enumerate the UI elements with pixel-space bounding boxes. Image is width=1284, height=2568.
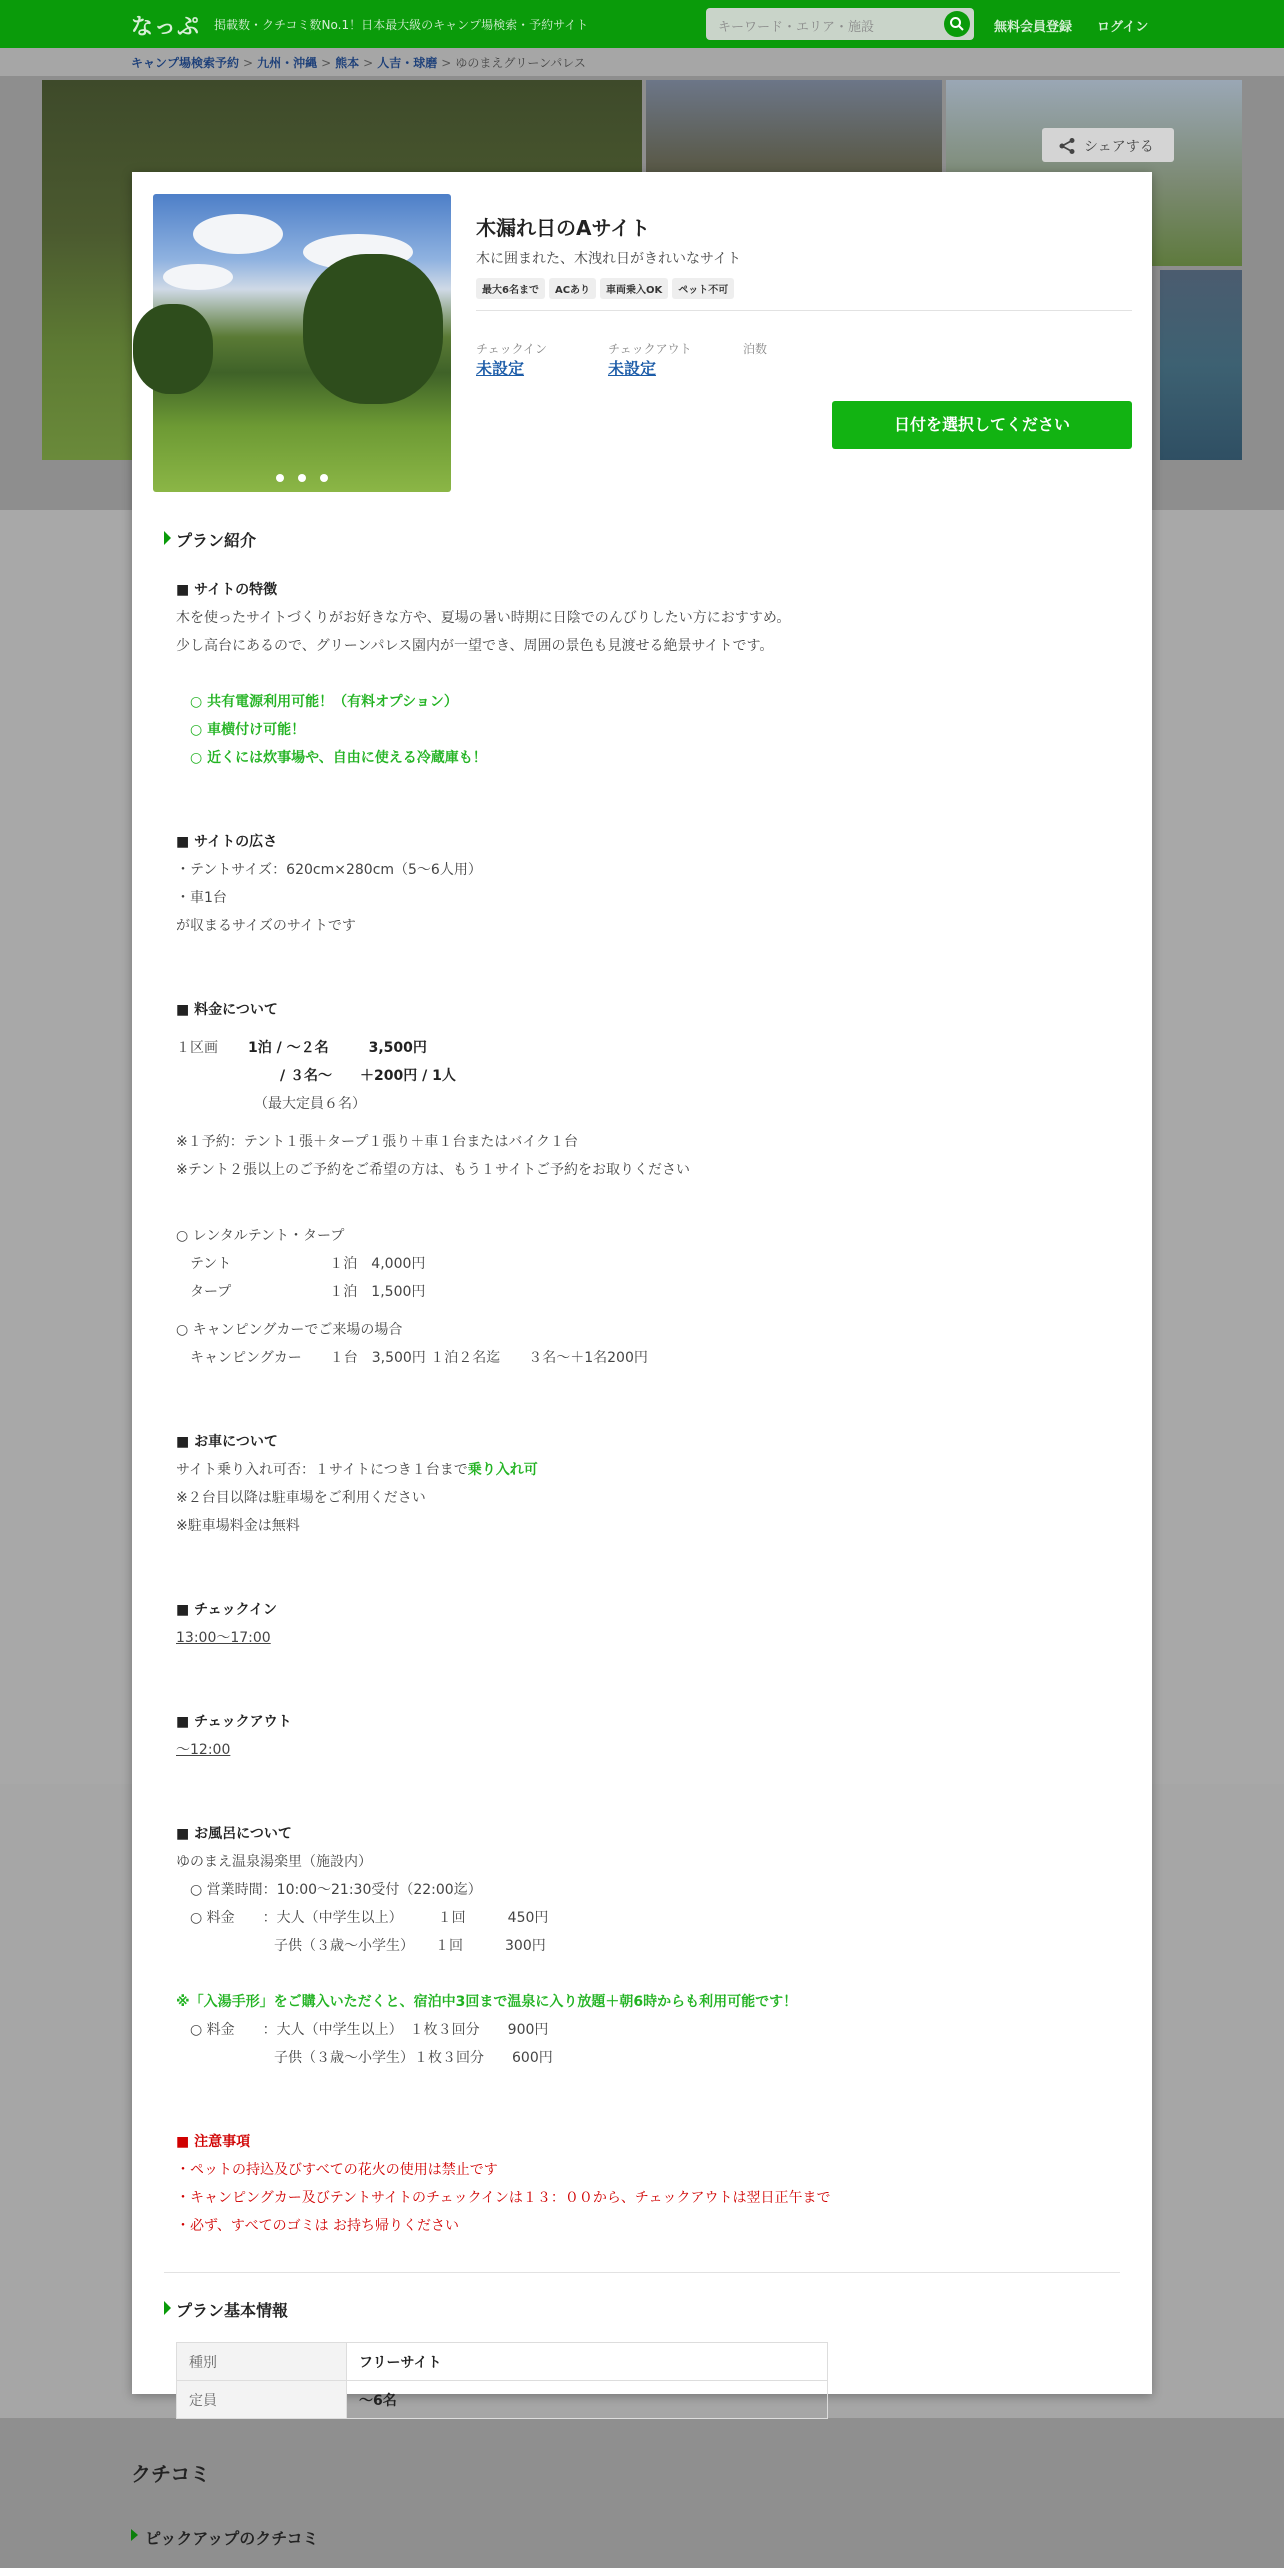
rental-line: テント １泊 4,000円 bbox=[190, 1256, 426, 1272]
breadcrumb-item[interactable]: 九州・沖縄 bbox=[257, 56, 318, 70]
size-heading: ■ サイトの広さ bbox=[176, 834, 278, 850]
divider bbox=[164, 2272, 1120, 2273]
site-header bbox=[0, 0, 1284, 48]
car-note: ※駐車場料金は無料 bbox=[176, 1518, 300, 1534]
checkout-label: チェックアウト bbox=[608, 342, 692, 356]
features-line: 木を使ったサイトづくりがお好きな方や、夏場の暑い時期に日陰でのんびりしたい方におすすめ。 bbox=[176, 610, 791, 626]
plan-tag: ACあり bbox=[549, 278, 596, 299]
reviews-title: クチコミ bbox=[131, 2462, 211, 2486]
car-note: ※２台目以降は駐車場をご利用ください bbox=[176, 1490, 426, 1506]
plan-title: 木漏れ日のAサイト bbox=[476, 216, 651, 240]
table-key: 種別 bbox=[177, 2343, 347, 2381]
bath-line: 子供（３歳～小学生） １回 300円 bbox=[176, 1938, 546, 1954]
rental-line: タープ １泊 1,500円 bbox=[190, 1284, 426, 1300]
plan-tag: 最大6名まで bbox=[476, 278, 545, 299]
login-link[interactable]: ログイン bbox=[1097, 20, 1149, 35]
photo-cloud bbox=[163, 264, 233, 290]
breadcrumb-item[interactable]: 人吉・球磨 bbox=[377, 56, 438, 70]
search-icon bbox=[949, 16, 965, 32]
fee-note: ※１予約：テント１張＋タープ１張り＋車１台またはバイク１台 bbox=[176, 1134, 579, 1150]
site-logo[interactable]: なっぷ bbox=[131, 15, 201, 40]
basic-info-table bbox=[176, 2342, 828, 2419]
table-key: 定員 bbox=[177, 2381, 347, 2419]
size-line: が収まるサイズのサイトです bbox=[176, 918, 356, 934]
share-label: シェアする bbox=[1084, 139, 1154, 155]
carousel-dot[interactable] bbox=[276, 474, 284, 482]
checkin-time: 13:00〜17:00 bbox=[176, 1630, 271, 1646]
caution-line: ・必ず、すべてのゴミは お持ち帰りください bbox=[176, 2218, 460, 2234]
checkin-label: チェックイン bbox=[476, 342, 548, 356]
bath-ticket-note: ※「入湯手形」をご購入いただくと、宿泊中3回まで温泉に入り放題＋朝6時からも利用可能です！ bbox=[176, 1994, 798, 2010]
bath-line: ゆのまえ温泉湯楽里（施設内） bbox=[176, 1854, 372, 1870]
gallery-photo[interactable] bbox=[1160, 270, 1242, 460]
breadcrumb: キャンプ場検索予約 > 九州・沖縄 > 熊本 > 人吉・球磨 > ゆのまえグリーンパレス bbox=[131, 56, 586, 70]
carousel-dot[interactable] bbox=[298, 474, 306, 482]
site-tagline: 掲載数・クチコミ数No.1！日本最大級のキャンプ場検索・予約サイト bbox=[214, 18, 589, 32]
select-date-button[interactable]: 日付を選択してください bbox=[832, 401, 1132, 449]
search-box[interactable] bbox=[706, 8, 974, 40]
plan-intro-content bbox=[176, 572, 1076, 2240]
plan-subtitle: 木に囲まれた、木洩れ日がきれいなサイト bbox=[476, 251, 742, 267]
fee-extra: / ３名～ ＋200円 / 1人 bbox=[280, 1068, 456, 1084]
table-row bbox=[177, 2381, 828, 2419]
camper-heading: ○ キャンピングカーでご来場の場合 bbox=[176, 1322, 403, 1338]
fee-note: ※テント２張以上のご予約をご希望の方は、もう１サイトご予約をお取りください bbox=[176, 1162, 691, 1178]
size-line: ・テントサイズ：620cm×280cm（5～6人用） bbox=[176, 862, 482, 878]
table-value: フリーサイト bbox=[347, 2343, 828, 2381]
bath-ticket-line: 子供（３歳～小学生）１枚３回分 600円 bbox=[176, 2050, 553, 2066]
checkout-heading: ■ チェックアウト bbox=[176, 1714, 292, 1730]
pickup-reviews-title: ピックアップのクチコミ bbox=[131, 2526, 319, 2549]
photo-cloud bbox=[193, 214, 283, 254]
bath-line: ○ 営業時間：10:00～21:30受付（22:00迄） bbox=[176, 1882, 482, 1898]
fee-price: 3,500円 bbox=[368, 1040, 427, 1056]
checkin-date-link[interactable]: 未設定 bbox=[476, 359, 525, 378]
table-value: ～6名 bbox=[347, 2381, 828, 2419]
plan-tags bbox=[476, 278, 738, 299]
features-line: 少し高台にあるので、グリーンパレス園内が一望でき、周囲の景色も見渡せる絶景サイトです。 bbox=[176, 638, 774, 654]
carousel-dot[interactable] bbox=[320, 474, 328, 482]
fee-max: （最大定員６名） bbox=[254, 1096, 366, 1112]
plan-tag: 車両乗入OK bbox=[600, 278, 668, 299]
car-heading: ■ お車について bbox=[176, 1434, 278, 1450]
table-row bbox=[177, 2343, 828, 2381]
photo-carousel-dots bbox=[153, 467, 451, 486]
camper-line: キャンピングカー １台 3,500円 １泊２名迄 ３名～＋1名200円 bbox=[190, 1350, 648, 1366]
features-heading: ■ サイトの特徴 bbox=[176, 582, 278, 598]
search-input[interactable]: キーワード・エリア・施設 bbox=[718, 20, 875, 35]
share-icon bbox=[1058, 137, 1076, 155]
highlight-line: ○ 共有電源利用可能！（有料オプション） bbox=[190, 694, 458, 710]
search-button[interactable] bbox=[944, 11, 970, 37]
checkin-heading: ■ チェックイン bbox=[176, 1602, 277, 1618]
bath-heading: ■ お風呂について bbox=[176, 1826, 292, 1842]
checkout-time: 〜12:00 bbox=[176, 1742, 231, 1758]
highlight-line: ○ 車横付け可能！ bbox=[190, 722, 306, 738]
highlight-line: ○ 近くには炊事場や、自由に使える冷蔵庫も！ bbox=[190, 750, 487, 766]
bath-ticket-line: ○ 料金 ：大人（中学生以上） １枚３回分 900円 bbox=[176, 2022, 549, 2038]
plan-photo[interactable] bbox=[153, 194, 451, 492]
plan-modal bbox=[132, 172, 1152, 2409]
section-title-plan-intro: プラン紹介 bbox=[164, 528, 256, 551]
photo-tree bbox=[133, 304, 213, 394]
fee-condition: 1泊 / ～２名 bbox=[248, 1040, 329, 1056]
fee-unit: １区画 bbox=[176, 1040, 218, 1056]
caution-line: ・キャンピングカー及びテントサイトのチェックインは１３：００から、チェックアウトは翌日正午まで bbox=[176, 2190, 831, 2206]
breadcrumb-item[interactable]: キャンプ場検索予約 bbox=[131, 56, 240, 70]
caution-heading: ■ 注意事項 bbox=[176, 2134, 251, 2150]
rental-heading: ○ レンタルテント・タープ bbox=[176, 1228, 345, 1244]
caution-line: ・ペットの持込及びすべての花火の使用は禁止です bbox=[176, 2162, 498, 2178]
fee-heading: ■ 料金について bbox=[176, 1002, 278, 1018]
car-permission: 乗り入れ可 bbox=[467, 1462, 538, 1478]
photo-tree bbox=[303, 254, 443, 404]
size-line: ・車1台 bbox=[176, 890, 227, 906]
breadcrumb-item[interactable]: 熊本 bbox=[335, 56, 360, 70]
bath-line: ○ 料金 ：大人（中学生以上） １回 450円 bbox=[176, 1910, 549, 1926]
nights-label: 泊数 bbox=[743, 342, 768, 356]
breadcrumb-current: ゆのまえグリーンパレス bbox=[455, 56, 586, 70]
divider bbox=[476, 310, 1132, 311]
section-title-basic-info: プラン基本情報 bbox=[164, 2298, 288, 2321]
plan-tag: ペット不可 bbox=[672, 278, 734, 299]
register-link[interactable]: 無料会員登録 bbox=[994, 20, 1073, 35]
car-line: サイト乗り入れ可否：１サイトにつき１台まで bbox=[176, 1462, 468, 1478]
checkout-date-link[interactable]: 未設定 bbox=[608, 359, 657, 378]
share-button[interactable] bbox=[1042, 128, 1174, 162]
